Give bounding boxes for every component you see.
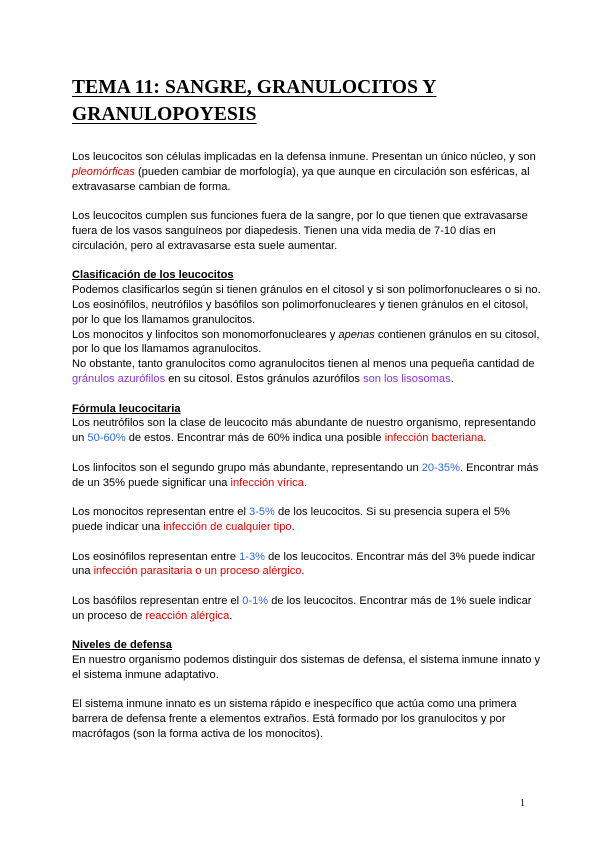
highlight-term: gránulos azurófilos (72, 372, 166, 385)
text-run: . (483, 432, 487, 445)
text-run: de los leucocitos. Si su presencia supera el 5% puede indicar una (72, 506, 510, 533)
highlight-term: infección bacteriana (384, 432, 484, 445)
highlight-term: infección de cualquier tipo (163, 520, 292, 533)
highlight-term: son los lisosomas (363, 372, 451, 385)
text-run: Los linfocitos son el segundo grupo más abundante, representando un (72, 461, 422, 474)
paragraph-basophils (72, 594, 542, 624)
classification-line-1: Podemos clasificarlos según si tienen gránulos en el citosol y si son polimorfonucleares o si no. (72, 284, 541, 297)
percentage-value: 0-1% (242, 594, 269, 607)
text-run: de los leucocitos. Encontrar más de 1% suele indicar un proceso de (72, 594, 532, 622)
highlight-term: infección parasitaria o un proceso alérgico (93, 565, 302, 578)
text-run: de estos. Encontrar más de 60% indica una posible (125, 432, 385, 445)
paragraph-innate-system: El sistema inmune innato es un sistema rápido e inespecífico que actúa como una primera barrera de defensa frente a elementos extraños. Está formado por los granulocitos y por macrófagos (son la forma activa de los monocitos). (72, 698, 517, 741)
highlight-term: infección vírica (230, 476, 304, 489)
paragraph-neutrophils (72, 416, 542, 446)
classification-line-3 (72, 328, 542, 358)
title-line-2: GRANULOPOYESIS (72, 104, 257, 125)
percentage-value: 1-3% (239, 550, 266, 563)
text-run: Los monocitos y linfocitos son monomorfonucleares y (72, 328, 339, 341)
percentage-value: 3-5% (249, 506, 275, 519)
classification-line-4 (72, 357, 542, 387)
text-run: Los eosinófilos representan entre (72, 550, 240, 563)
text-run: Los leucocitos son células implicadas en la defensa inmune. Presentan un único núcleo, y son (72, 151, 536, 163)
text-run: de los leucocitos. Encontrar más del 3% puede indicar una (72, 550, 536, 578)
section-heading-defense: Niveles de defensa (72, 639, 172, 652)
text-run: . (291, 520, 295, 533)
text-run: . (229, 609, 233, 622)
page-number: 1 (520, 798, 525, 809)
text-run: . (301, 565, 305, 578)
text-run: . (303, 476, 307, 489)
paragraph-eosinophils (72, 550, 542, 580)
highlight-term: pleomórficas (72, 165, 135, 178)
page-title (72, 74, 542, 128)
text-run: Los neutrófilos son la clase de leucocito más abundante de nuestro organismo, representando un (72, 417, 536, 445)
document-body (72, 150, 542, 757)
paragraph-extravasation: Los leucocitos cumplen sus funciones fuera de la sangre, por lo que tienen que extravasarse fuera de los vasos sanguíneos por diapedesis. Tienen una vida media de 7-10 días en circulación, pero al extravasarse esta suele aumentar. (72, 210, 528, 252)
paragraph-lymphocytes (72, 461, 542, 491)
text-run: . (450, 372, 454, 385)
title-line-1: TEMA 11: SANGRE, GRANULOCITOS Y (72, 77, 437, 98)
text-run: contienen gránulos en su citosol, por lo que los llamamos agranulocitos. (72, 328, 540, 356)
percentage-value: 20-35% (421, 461, 460, 474)
text-run: en su citosol. Estos gránulos azurófilos (165, 372, 364, 385)
text-run: Los basófilos representan entre el (72, 594, 243, 607)
paragraph-defense-systems: En nuestro organismo podemos distinguir dos sistemas de defensa, el sistema inmune innato y el sistema inmune adaptativo. (72, 654, 541, 681)
text-run: Los monocitos representan entre el (72, 506, 249, 519)
text-run: (pueden cambiar de morfología), ya que aunque en circulación son esféricas, al extravasarse cambian de forma. (72, 165, 530, 193)
highlight-term: reacción alérgica (145, 609, 230, 622)
percentage-value: 50-60% (87, 432, 126, 445)
section-heading-formula: Fórmula leucocitaria (72, 402, 181, 415)
paragraph-monocytes (72, 505, 542, 535)
classification-line-2: Los eosinófilos, neutrófilos y basófilos son polimorfonucleares y tienen gránulos en el citosol, por lo que los llamamos granulocitos. (72, 298, 529, 326)
section-heading-classification: Clasificación de los leucocitos (72, 269, 234, 282)
text-run: . Encontrar más de un 35% puede significar una (72, 461, 539, 489)
text-run: No obstante, tanto granulocitos como agranulocitos tienen al menos una pequeña cantidad de (72, 358, 535, 371)
italic-term: apenas (338, 328, 375, 341)
paragraph-intro (72, 150, 542, 194)
